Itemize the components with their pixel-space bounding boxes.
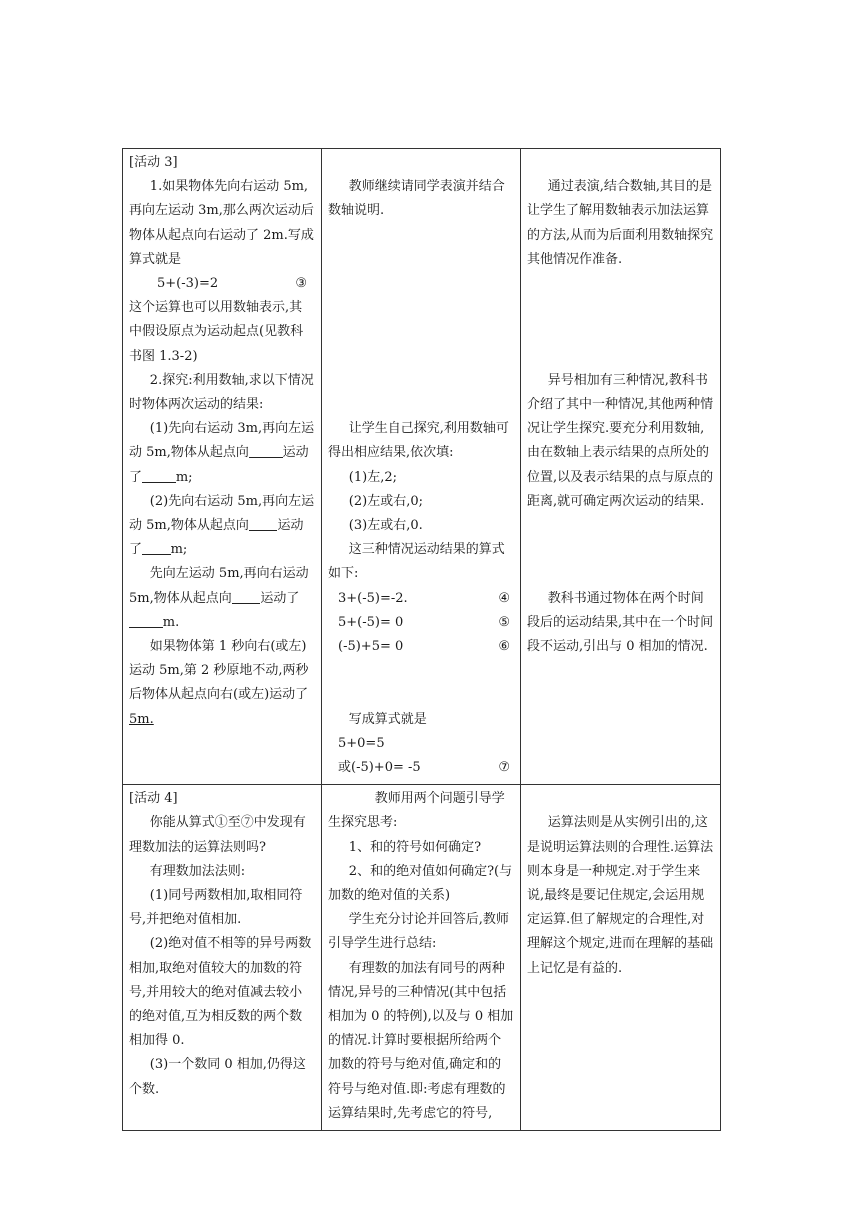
question-1-c: m; xyxy=(175,469,193,485)
activity-3-text-4 xyxy=(129,635,315,732)
equation-7-number: ⑦ xyxy=(498,759,510,775)
activity-4-question-1: 1、和的符号如何确定? xyxy=(348,839,482,855)
question-3-blank-distance[interactable] xyxy=(129,614,163,628)
teacher-text-3: 这三种情况运动结果的算式如下: xyxy=(328,542,505,582)
lesson-table xyxy=(122,148,721,1131)
equation-5 xyxy=(328,611,514,635)
activity-3-answer-5m: 5m. xyxy=(129,711,154,727)
question-1 xyxy=(129,417,315,490)
question-3-c: m. xyxy=(162,614,180,630)
question-2-blank-distance[interactable] xyxy=(142,541,171,555)
rule-2: (2)绝对值不相等的异号两数相加,取绝对值较大的加数的符号,并用较大的绝对值减去较小的绝对值,互为相反数的两个数相加得 0. xyxy=(129,936,312,1049)
equation-3-number: ③ xyxy=(295,276,307,292)
activity-3-text-4-main: 如果物体第 1 秒向右(或左)运动 5m,第 2 秒原地不动,两秒后物体从起点向右(或左)运动了 xyxy=(129,639,313,703)
activity-4-teacher-cell xyxy=(322,785,521,1131)
activity-3-text-2: 这个运算也可以用数轴表示,其中假设原点为运动起点(见教科书图 1.3-2) xyxy=(129,300,304,364)
equation-7 xyxy=(328,756,514,780)
activity-4-teacher-text-1: 教师用两个问题引导学生探究思考: xyxy=(328,791,505,831)
question-3-blank-direction[interactable] xyxy=(232,590,261,604)
activity-3-design-cell xyxy=(521,149,721,785)
activity-4-text-2: 有理数加法法则: xyxy=(149,863,246,879)
design-text-1: 通过表演,结合数轴,其目的是让学生了解用数轴表示加法运算的方法,从而为后面利用数轴探究其他情况作准备. xyxy=(527,179,714,267)
equation-4-number: ④ xyxy=(498,590,510,606)
equation-5-expr: 5+(-5)= 0 xyxy=(338,614,404,630)
teacher-text-1: 教师继续请同学表演并结合数轴说明. xyxy=(328,179,505,219)
activity-4-text-1: 你能从算式①至⑦中发现有理数加法的运算法则吗? xyxy=(129,815,306,855)
rule-1: (1)同号两数相加,取相同符号,并把绝对值相加. xyxy=(129,887,303,928)
answer-1: (1)左,2; xyxy=(348,469,397,485)
answer-3: (3)左或右,0. xyxy=(348,517,423,533)
activity-4-design-cell xyxy=(521,785,721,1131)
question-3-b: 运动了 xyxy=(260,590,300,606)
question-3-a: 先向左运动 5m,再向右运动 5m,物体从起点向 xyxy=(129,566,313,606)
teacher-text-2: 让学生自己探究,利用数轴可得出相应结果,依次填: xyxy=(328,421,509,461)
activity-3-text-1: 1.如果物体先向右运动 5m,再向左运动 3m,那么两次运动后物体从起点向右运动了 2m.写成算式就是 xyxy=(129,179,314,267)
equation-7a xyxy=(328,732,514,756)
rule-3: (3)一个数同 0 相加,仍得这个数. xyxy=(129,1057,306,1097)
teacher-text-4: 写成算式就是 xyxy=(348,711,427,727)
design-text-3: 教科书通过物体在两个时间段后的运动结果,其中在一个时间段不运动,引出与 0 相加的情况. xyxy=(527,590,714,654)
question-2-c: m; xyxy=(170,542,188,558)
equation-4-expr: 3+(-5)=-2. xyxy=(338,590,408,606)
equation-7a-expr: 5+0=5 xyxy=(338,735,385,751)
answer-2: (2)左或右,0; xyxy=(348,493,423,509)
equation-5-number: ⑤ xyxy=(498,614,510,630)
question-2-b: 运动了 xyxy=(129,518,304,558)
equation-3-expr: 5+(-3)=2 xyxy=(157,276,219,292)
equation-3 xyxy=(129,272,315,296)
activity-4-question-2: 2、和的绝对值如何确定?(与加数的绝对值的关系) xyxy=(328,863,513,903)
activity-4-content-cell xyxy=(123,785,322,1131)
table-row-activity-4 xyxy=(123,785,721,1131)
design-text-2: 异号相加有三种情况,教科书介绍了其中一种情况,其他两种情况让学生探究.要充分利用数轴,由在数轴上表示结果的点所处的位置,以及表示结果的点与原点的距离,就可确定两次运动的结果. xyxy=(527,372,714,509)
question-2-blank-direction[interactable] xyxy=(249,517,278,531)
activity-4-design-text: 运算法则是从实例引出的,这是说明运算法则的合理性.运算法则本身是一种规定.对于学生来说,最终是要记住规定,会运用规定运算.但了解规定的合理性,对理解这个规定,进而在理解的基础上记忆是有益的. xyxy=(527,815,714,976)
question-1-a: (1)先向右运动 3m,再向左运动 5m,物体从起点向 xyxy=(129,421,315,461)
equation-6 xyxy=(328,635,514,659)
activity-4-teacher-text-2: 学生充分讨论并回答后,教师引导学生进行总结: xyxy=(328,912,509,952)
activity-3-teacher-cell xyxy=(322,149,521,785)
question-2 xyxy=(129,490,315,563)
activity-4-teacher-text-3: 有理数的加法有同号的两种情况,异号的三种情况(其中包括相加为 0 的特例),以及与 0 相加的情况.计算时要根据所给两个加数的符号与绝对值,确定和的符号与绝对值.即:考虑有理数的运算结果时,先考虑它的符号, xyxy=(328,960,514,1121)
activity-3-heading: [活动 3] xyxy=(129,155,178,170)
question-2-a: (2)先向右运动 5m,再向左运动 5m,物体从起点向 xyxy=(129,493,315,534)
question-1-b: 运动了 xyxy=(129,445,309,485)
equation-6-number: ⑥ xyxy=(498,638,510,654)
equation-6-expr: (-5)+5= 0 xyxy=(338,638,404,654)
activity-4-heading: [活动 4] xyxy=(129,791,178,807)
table-row-activity-3 xyxy=(123,149,721,785)
activity-3-text-3: 2.探究:利用数轴,求以下情况时物体两次运动的结果: xyxy=(129,372,314,413)
question-3 xyxy=(129,562,315,635)
question-1-blank-distance[interactable] xyxy=(142,469,176,483)
equation-4 xyxy=(328,587,514,611)
equation-7-expr: 或(-5)+0= -5 xyxy=(338,759,421,775)
question-1-blank-direction[interactable] xyxy=(249,444,283,458)
activity-3-content-cell xyxy=(123,149,322,785)
